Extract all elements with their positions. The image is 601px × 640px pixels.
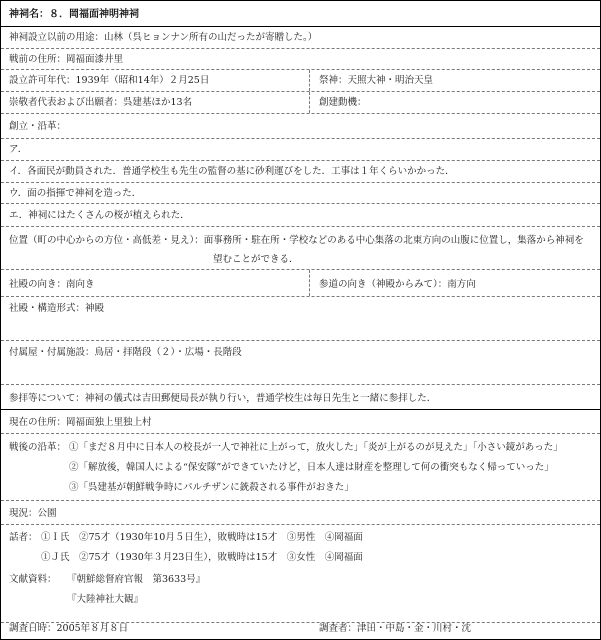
location-line-1: 位置（町の中心からの方位・高低差・見え）：面事務所・駐在所・学校などのある中心集落の北東方向の山腹に位置し，集落から神祠を [9, 235, 584, 246]
location-row [1, 227, 600, 270]
surveyors: 調査者：津田・中島・金・川村・沈 [319, 623, 472, 634]
postwar-item: ②「解放後，韓国人による“保安隊”ができていたけど，日本人達は財産を整理して何の衝突もなく帰っていった」 [69, 462, 554, 473]
references-label: 文献資料： [9, 574, 57, 585]
title-row [1, 1, 600, 27]
current-address: 現在の住所：岡福面独上里独上村 [9, 417, 152, 428]
reference-2: 『大陸神社大観』 [67, 594, 144, 605]
representative-row [1, 92, 600, 114]
column-divider [309, 70, 310, 91]
prewar-use: 神祠設立以前の用途：山林（呉ヒョンナン所有の山だったが寄贈した。） [9, 32, 318, 43]
column-divider [309, 92, 310, 113]
informants-label: 話者： [9, 532, 38, 543]
orientation-row [1, 270, 600, 297]
approach-orientation: 参道の向き（神殿からみて）：南方向 [319, 279, 476, 290]
history-e-row [1, 204, 600, 227]
informants-references-row [1, 525, 600, 623]
worship-notes: 参拝等について：神祠の儀式は吉田郵便局長が執り行い，普通学校生は毎日先生と一緒に参拝した． [9, 393, 437, 404]
facilities: 付属屋・付属施設：鳥居・拝階段（２）・広場・長階段 [9, 347, 242, 358]
history-a-row [1, 139, 600, 161]
structure-row [1, 297, 600, 341]
history-item-a: ア． [9, 144, 28, 155]
founding-year: 設立許可年代：1939年（昭和14年）２月25日 [9, 75, 210, 86]
prewar-address-row [1, 49, 600, 70]
informant-2: ①Ｊ氏 ②75才（1930年３月23日生），敗戦時は15才 ③女性 ④岡福面 [41, 552, 363, 563]
history-label-row [1, 114, 600, 139]
history-item-e: エ．神祠にはたくさんの桜が植えられた． [9, 210, 190, 221]
founding-row [1, 70, 600, 92]
history-item-u: ウ．面の指揮で神祠を造った． [9, 188, 142, 199]
prewar-use-row [1, 27, 600, 49]
history-label: 創立・沿革： [9, 121, 67, 132]
informant-1: ①Ｉ氏 ②75才（1930年10月５日生），敗戦時は15才 ③男性 ④岡福面 [41, 532, 363, 543]
postwar-label: 戦後の沿革： [9, 442, 67, 453]
reference-1: 『朝鮮総督府官報 第3633号』 [67, 574, 206, 585]
postwar-item: ③「呉建基が朝鮮戦争時にパルチザンに銃殺される事件がおきた」 [69, 482, 354, 493]
current-address-row [1, 410, 600, 434]
current-status-row [1, 501, 600, 525]
representative: 崇敬者代表および出願者：呉建基ほか13名 [9, 97, 193, 108]
structure-type: 社殿・構造形式：神殿 [9, 303, 105, 314]
prewar-address: 戦前の住所：岡福面漆井里 [9, 54, 124, 65]
history-u-row [1, 183, 600, 204]
shrine-title: 神祠名：８．岡福面神明神祠 [9, 9, 139, 20]
postwar-item: ①「まだ８月中に日本人の校長が一人で神社に上がって，放火した」「炎が上がるのが見えた」「小さい鏡があった」 [69, 442, 563, 453]
postwar-history-row [1, 434, 600, 501]
worship-row [1, 385, 600, 410]
survey-row [1, 623, 600, 639]
location-line-2: 望むことができる． [213, 254, 299, 265]
founding-motive: 創建動機： [319, 97, 367, 108]
deity: 祭神：天照大神・明治天皇 [319, 75, 434, 86]
history-item-i: イ．各面民が動員された．普通学校生も先生の監督の基に砂利運びをした．工事は１年くらいかかった． [9, 166, 455, 177]
history-i-row [1, 161, 600, 183]
current-status: 現況：公園 [9, 508, 57, 519]
column-divider [309, 270, 310, 296]
shrine-orientation: 社殿の向き：南向き [9, 279, 95, 290]
survey-date: 調査日時：2005年８月８日 [9, 623, 129, 634]
facilities-row [1, 341, 600, 385]
